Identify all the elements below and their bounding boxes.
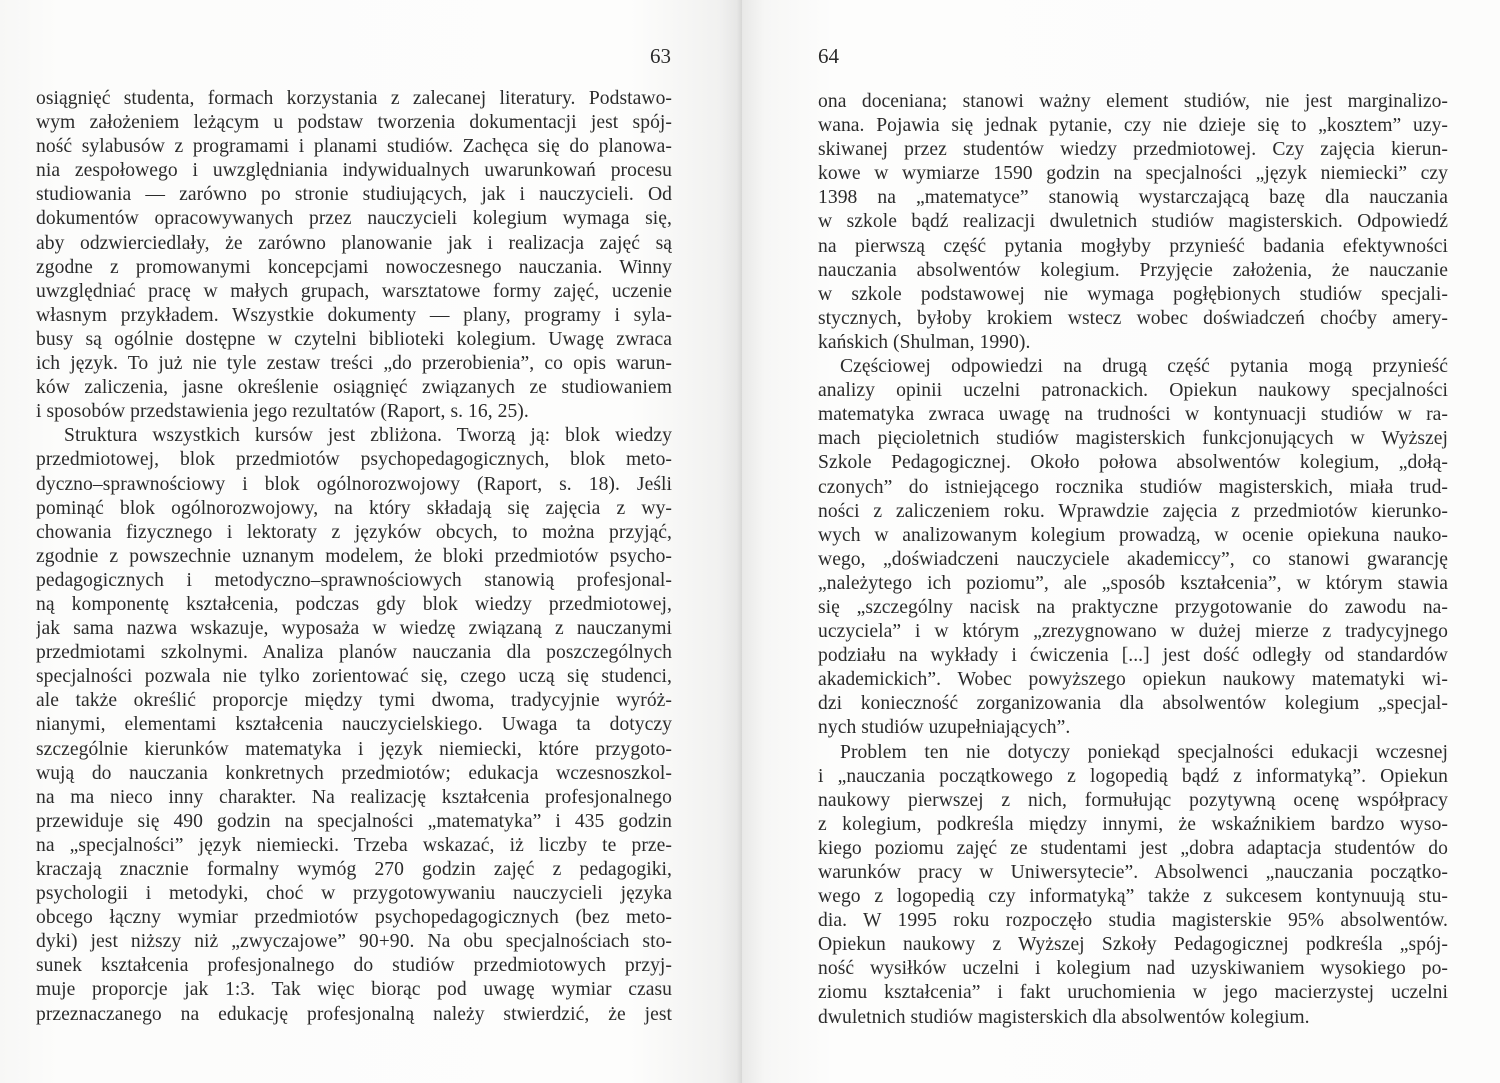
text-line: i „nauczania początkowego z logopedią bądź z informatyką”. Opiekun (818, 765, 1448, 787)
text-line: kiego poziomu zajęć ze studentami jest „dobra adaptacja studentów do (818, 837, 1448, 859)
left-page-text (36, 87, 672, 1027)
text-line: kowe w wymiarze 1590 godzin na specjalności „język niemiecki” czy (818, 163, 1448, 185)
text-line: na „specjalności” język niemiecki. Trzeba wskazać, iż liczby te prze- (36, 834, 672, 856)
text-line: wym założeniem leżącym u podstaw tworzenia dokumentacji jest spój- (36, 112, 672, 134)
text-line: wana. Pojawia się jednak pytanie, czy nie dzieje się to „kosztem” uzy- (818, 115, 1448, 137)
text-line: specjalności pozwala nie tylko zorientować się, czego uczą się studenci, (36, 666, 672, 688)
page-number-left: 63 (650, 44, 671, 68)
text-line: warunków pracy w Uniwersytecie”. Absolwenci „nauczania początko- (818, 862, 1448, 883)
text-line: „należytego ich poziomu”, ale „sposób kształcenia”, w którym stawia (818, 572, 1448, 594)
text-line: i sposobów przedstawienia jego rezultatów (Raport, s. 16, 25). (36, 401, 529, 423)
text-line: aby odzwierciedlały, że zarówno planowanie jak i realizacja zajęć są (36, 232, 672, 254)
text-line: na ma nieco inny charakter. Na realizację kształcenia profesjonalnego (36, 786, 672, 808)
text-line: nianymi, elementami kształcenia nauczycielskiego. Uwaga ta dotyczy (36, 714, 672, 736)
text-line: ich język. To już nie tyle zestaw treści „do przerobienia”, co opis warun- (36, 353, 672, 375)
text-line: mach pięcioletnich studiów magisterskich funkcjonujących w Wyższej (818, 428, 1448, 450)
text-line: sunek kształcenia profesjonalnego do studiów przedmiotowych przyj- (36, 955, 672, 977)
page-number-right: 64 (818, 44, 839, 68)
text-line: własnym przykładem. Wszystkie dokumenty — plany, programy i syla- (36, 304, 672, 326)
text-line: przeznaczanego na edukację profesjonalną należy stwierdzić, że jest (36, 1003, 672, 1025)
text-line: zgodnie z powszechnie uznanym modelem, że bloki przedmiotów psycho- (36, 545, 672, 567)
text-line: jak sama nazwa wskazuje, wyposaża w wiedzę związaną z nauczanymi (36, 618, 672, 640)
text-line: obcego łączny wymiar przedmiotów psychopedagogicznych (bez meto- (36, 907, 672, 929)
text-line: się „szczególny nacisk na praktyczne przygotowanie do zawodu na- (818, 596, 1448, 618)
text-line: busy są ogólnie dostępne w czytelni biblioteki kolegium. Uwagę zwraca (36, 328, 672, 350)
text-line: zgodne z promowanymi koncepcjami nowoczesnego nauczania. Winny (36, 256, 672, 278)
text-line: Częściowej odpowiedzi na drugą część pytania mogą przynieść (840, 356, 1448, 378)
text-line: nych studiów uzupełniających”. (818, 717, 1071, 739)
text-line: ną komponentę kształcenia, podczas gdy blok wiedzy przedmiotowej, (36, 593, 672, 615)
text-line: w szkole bądź realizacji dwuletnich studiów magisterskich. Odpowiedź (818, 211, 1448, 233)
text-line: ności z zaliczeniem roku. Wprawdzie zajęcia z przedmiotów kierunko- (818, 500, 1448, 522)
text-line: dzi konieczność zorganizowania dla absolwentów kolegium „specjal- (818, 693, 1448, 715)
text-line: ność wysiłków uczelni i kolegium nad uzyskiwaniem wysokiego po- (818, 958, 1448, 980)
text-line: ków zaliczenia, jasne określenie osiągnięć związanych ze studiowaniem (36, 377, 672, 399)
text-line: skiwanej przez studentów wiedzy przedmiotowej. Czy zajęcia kierun- (818, 139, 1448, 161)
text-line: osiągnięć studenta, formach korzystania z zalecanej literatury. Podstawo- (36, 88, 672, 109)
text-line: ona doceniana; stanowi ważny element studiów, nie jest marginalizo- (818, 91, 1448, 112)
text-line: Opiekun naukowy z Wyższej Szkoły Pedagogicznej podkreśla „spój- (818, 934, 1448, 956)
text-line: naukowy pierwszej z nich, formułując pozytywną ocenę współpracy (818, 789, 1448, 811)
text-line: 1398 na „matematyce” stanowią wystarczającą bazę dla nauczania (818, 187, 1448, 209)
text-line: przedmiotami szkolnymi. Analiza planów nauczania dla poszczególnych (36, 642, 672, 664)
text-line: Struktura wszystkich kursów jest zbliżona. Tworzą ją: blok wiedzy (64, 425, 672, 447)
text-line: pominąć blok ogólnorozwojowy, na który składają się zajęcia z wy- (36, 497, 672, 519)
text-line: matematyka zwraca uwagę na trudności w kontynuacji studiów w ra- (818, 404, 1448, 426)
text-line: dokumentów opracowywanych przez nauczycieli kolegium wymaga się, (36, 208, 672, 230)
text-line: ziomu kształcenia” i fakt uruchomienia w jego macierzystej uczelni (818, 982, 1448, 1004)
text-line: chowania fizycznego i lektoraty z języków obcych, to można przyjąć, (36, 521, 672, 543)
text-line: uwzględniać pracę w małych grupach, warsztatowe formy zajęć, uczenie (36, 280, 672, 302)
text-line: ale także określić proporcje między tymi dwoma, tradycyjnie wyróż- (36, 690, 672, 712)
text-line: uczyciela” i w którym „zrezygnowano w dużej mierze z tradycyjnego (818, 621, 1448, 643)
text-line: na pierwszą część pytania mogłyby przynieść badania efektywności (818, 235, 1448, 257)
left-page (0, 0, 742, 1083)
text-line: akademickich”. Wobec powyższego opiekun naukowy matematyki wi- (818, 669, 1448, 691)
text-line: czonych” do istniejącego rocznika studiów magisterskich, miała trud- (818, 476, 1448, 498)
text-line: wego, „doświadczeni nauczyciele akademiccy”, co stanowi gwarancję (818, 548, 1448, 570)
right-page (742, 0, 1500, 1083)
text-line: dwuletnich studiów magisterskich dla absolwentów kolegium. (818, 1006, 1310, 1028)
text-line: stycznych, byłoby krokiem wstecz wobec doświadczeń choćby amery- (818, 307, 1448, 329)
text-line: psychologii i metodyki, choć w przygotowywaniu nauczycieli języka (36, 883, 672, 905)
text-line: wują do nauczania konkretnych przedmiotów; edukacja wczesnoszkol- (36, 762, 672, 784)
text-line: dyki) jest niższy niż „zwyczajowe” 90+90. Na obu specjalnościach sto- (36, 931, 672, 953)
text-line: wego z logopedią czy informatyką” także z sukcesem kontynuują stu- (818, 886, 1448, 908)
text-line: Szkole Pedagogicznej. Około połowa absolwentów kolegium, „dołą- (818, 452, 1448, 474)
text-line: podziału na wykłady i ćwiczenia [...] jest dość odległy od standardów (818, 645, 1448, 667)
text-line: kraczają znacznie formalny wymóg 270 godzin zajęć z pedagogiki, (36, 859, 672, 880)
text-line: pedagogicznych i metodyczno–sprawnościowych stanowią profesjonal- (36, 569, 672, 591)
text-line: dyczno–sprawnościowy i blok ogólnorozwojowy (Raport, s. 18). Jeśli (36, 473, 672, 495)
text-line: nauczania absolwentów kolegium. Przyjęcie założenia, że nauczanie (818, 259, 1448, 281)
text-line: w szkole podstawowej nie wymaga pogłębionych studiów specjali- (818, 283, 1448, 305)
text-line: przedmiotowej, blok przedmiotów psychopedagogicznych, blok meto- (36, 449, 672, 471)
text-line: nia zespołowego i uwzględniania indywidualnych uwarunkowań procesu (36, 160, 672, 182)
text-line: analizy opinii uczelni patronackich. Opiekun naukowy specjalności (818, 380, 1448, 402)
right-page-text (818, 90, 1448, 1030)
text-line: studiowania — zarówno po stronie studiujących, jak i nauczycieli. Od (36, 184, 672, 206)
text-line: z kolegium, podkreśla między innymi, że wskaźnikiem bardzo wyso- (818, 813, 1448, 835)
text-line: dia. W 1995 roku rozpoczęło studia magisterskie 95% absolwentów. (818, 910, 1448, 932)
text-line: szczególnie kierunków matematyka i język niemiecki, które przygoto- (36, 738, 672, 760)
text-line: kańskich (Shulman, 1990). (818, 331, 1031, 353)
text-line: ność sylabusów z programami i planami studiów. Zachęca się do planowa- (36, 136, 672, 158)
text-line: przewiduje się 490 godzin na specjalności „matematyka” i 435 godzin (36, 810, 672, 832)
text-line: muje proporcje jak 1:3. Tak więc biorąc pod uwagę wymiar czasu (36, 979, 672, 1001)
text-line: wych w analizowanym kolegium prowadzą, w ocenie opiekuna nauko- (818, 524, 1448, 546)
text-line: Problem ten nie dotyczy poniekąd specjalności edukacji wczesnej (840, 741, 1448, 763)
